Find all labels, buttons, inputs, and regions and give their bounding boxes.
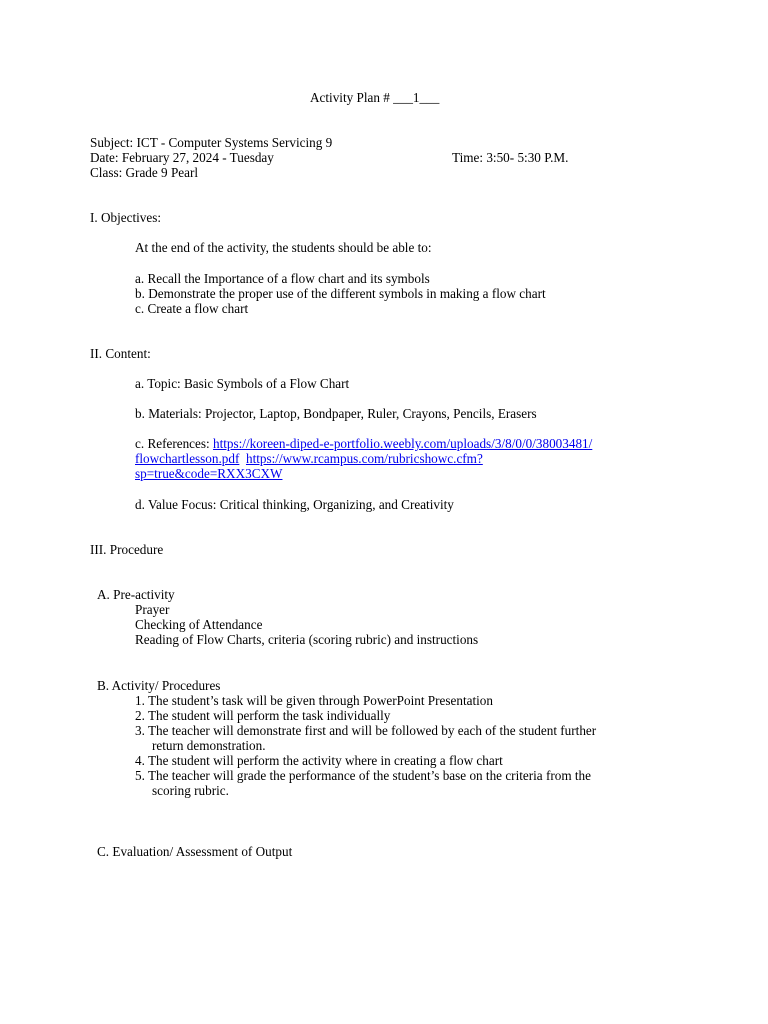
procedure-step-continued: scoring rubric. — [152, 783, 229, 798]
date-line: Date: February 27, 2024 - Tuesday — [90, 150, 274, 165]
procedure-heading: III. Procedure — [90, 542, 164, 557]
reference-link-2-continued[interactable]: sp=true&code=RXX3CXW — [135, 466, 283, 481]
document-title: Activity Plan # ___1___ — [310, 90, 440, 105]
procedure-step: 4. The student will perform the activity where in creating a flow chart — [135, 753, 503, 768]
procedure-step: 5. The teacher will grade the performance of the student’s base on the criteria from the — [135, 768, 592, 783]
reference-link-1-continued[interactable]: flowchartlesson.pdf — [135, 451, 240, 466]
procedure-step-continued: return demonstration. — [152, 738, 266, 753]
reference-link-1[interactable]: https://koreen-diped-e-portfolio.weebly.com/uploads/3/8/0/0/38003481/ — [212, 436, 593, 451]
references-line-3 — [135, 466, 282, 481]
objective-item: c. Create a flow chart — [135, 301, 249, 316]
objective-item: a. Recall the Importance of a flow chart and its symbols — [135, 271, 430, 286]
class-line: Class: Grade 9 Pearl — [90, 165, 199, 180]
evaluation-heading: C. Evaluation/ Assessment of Output — [97, 844, 293, 859]
reference-link-2[interactable]: https://www.rcampus.com/rubricshowc.cfm? — [245, 451, 483, 466]
references-line-2 — [135, 451, 483, 466]
procedure-step: 2. The student will perform the task individually — [135, 708, 391, 723]
content-materials: b. Materials: Projector, Laptop, Bondpaper, Ruler, Crayons, Pencils, Erasers — [135, 406, 537, 421]
pre-activity-item: Prayer — [135, 602, 170, 617]
pre-activity-item: Checking of Attendance — [135, 617, 263, 632]
time-line: Time: 3:50- 5:30 P.M. — [452, 150, 569, 165]
pre-activity-heading: A. Pre-activity — [97, 587, 175, 602]
content-heading: II. Content: — [90, 346, 151, 361]
value-focus: d. Value Focus: Critical thinking, Organizing, and Creativity — [135, 497, 454, 512]
objectives-heading: I. Objectives: — [90, 210, 162, 225]
pre-activity-item: Reading of Flow Charts, criteria (scoring rubric) and instructions — [135, 632, 479, 647]
procedure-step: 1. The student’s task will be given through PowerPoint Presentation — [135, 693, 493, 708]
subject-line: Subject: ICT - Computer Systems Servicing 9 — [90, 135, 333, 150]
objective-item: b. Demonstrate the proper use of the different symbols in making a flow chart — [135, 286, 546, 301]
activity-procedures-heading: B. Activity/ Procedures — [97, 678, 221, 693]
references-label: c. References: — [135, 436, 213, 451]
references-line — [135, 436, 592, 451]
objectives-intro: At the end of the activity, the students should be able to: — [135, 240, 432, 255]
procedure-step: 3. The teacher will demonstrate first and will be followed by each of the student further — [135, 723, 597, 738]
content-topic: a. Topic: Basic Symbols of a Flow Chart — [135, 376, 350, 391]
